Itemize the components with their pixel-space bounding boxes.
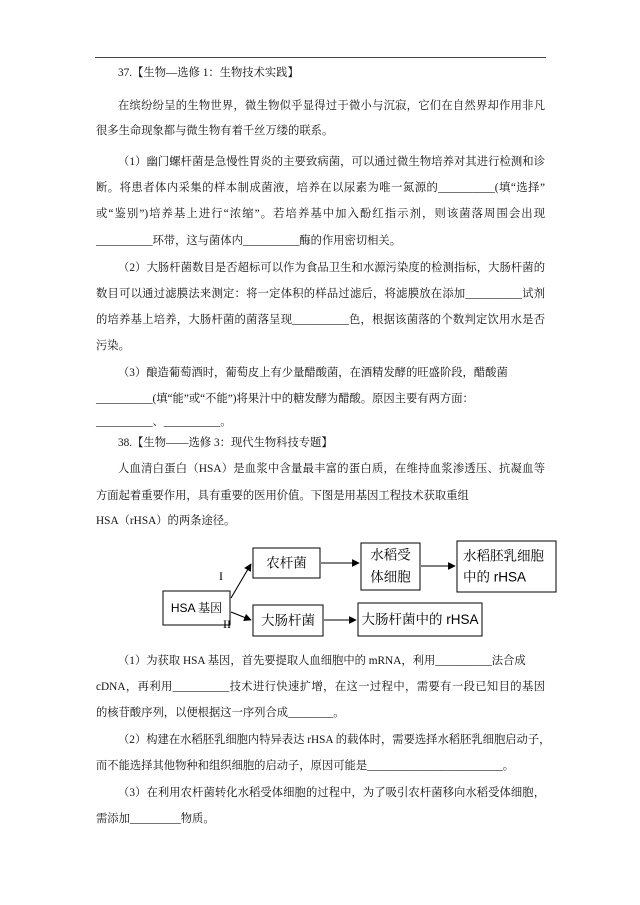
question-38-intro-line-2: 方面起着重要作用，具有重要的医用价值。下图是用基因工程技术获取重组 (96, 490, 469, 502)
question-37-part-2-line-4: 污染。 (96, 340, 130, 352)
route-1-arrow (231, 564, 251, 598)
ecoli-label: 大肠杆菌 (261, 613, 315, 628)
ecoli-rhsa-label: 大肠杆菌中的 rHSA (361, 612, 479, 627)
header-rule (95, 57, 546, 58)
rhsa-pathway-diagram (150, 530, 570, 650)
rice-endosperm-rhsa-box (457, 541, 556, 592)
question-37-part-1-line-3: 或“鉴别”)培养基上进行“浓缩”。若培养基中加入酚红指示剂，则该菌落周围会出现 (96, 208, 545, 220)
agrobacterium-label: 农杆菌 (266, 555, 307, 571)
question-37-heading: 37.【生物—选修 1：生物技术实践】 (118, 67, 299, 79)
route-2-arrow (231, 612, 251, 620)
question-37-part-2-line-1: （2）大肠杆菌数目是否超标可以作为食品卫生和水源污染度的检测指标，大肠杆菌的 (118, 262, 545, 274)
question-37-part-1-line-4: __________环带，这与菌体内__________酶的作用密切相关。 (96, 235, 402, 247)
question-38-intro-line-3: HSA（rHSA）的两条途径。 (96, 515, 236, 527)
rice-recipient-cell-label-line-2: 体细胞 (370, 569, 411, 585)
question-38-heading: 38.【生物——选修 3：现代生物科技专题】 (118, 437, 333, 449)
question-38-part-3-line-2: 需添加_________物质。 (96, 813, 215, 825)
hsa-gene-box (163, 591, 230, 625)
question-38-part-3-line-1: （3）在利用农杆菌转化水稻受体细胞的过程中，为了吸引农杆菌移向水稻受体细胞， (118, 787, 545, 799)
question-37-part-1-line-2: 断。将患者体内采集的样本制成菌液，培养在以尿素为唯一氮源的__________(填“选择” (96, 182, 545, 194)
route-1-label: I (219, 569, 223, 583)
question-37-intro-line-2: 很多生命现象都与微生物有着千丝万缕的联系。 (96, 125, 334, 137)
route-2-label: II (223, 617, 231, 631)
question-37-part-2-line-3: 的培养基上培养，大肠杆菌的菌落呈现__________色，根据该菌落的个数判定饮用水是否 (96, 314, 545, 326)
question-38-part-1-line-1: （1）为获取 HSA 基因，首先要提取人血细胞中的 mRNA，利用__________法合成 (118, 655, 526, 667)
question-38-part-1-line-3: 的核苷酸序列，以便根据这一序列合成________。 (96, 707, 345, 719)
question-37-part-3-line-3: __________、__________。 (96, 416, 232, 428)
question-37-intro-line-1: 在缤纷纷呈的生物世界，微生物似乎显得过于微小与沉寂，它们在自然界却作用非凡 (118, 100, 545, 112)
agrobacterium-box (253, 548, 320, 578)
ecoli-rhsa-box (358, 603, 482, 636)
question-38-part-2-line-2: 而不能选择其他物种和组织细胞的启动子，原因可能是________________________。 (96, 760, 514, 772)
question-37-part-2-line-2: 数目可以通过滤膜法来测定：将一定体积的样品过滤后，将滤膜放在添加__________试剂 (96, 288, 545, 300)
rice-endosperm-rhsa-label-line-2: 中的 rHSA (463, 569, 527, 585)
rice-endosperm-rhsa-label-line-1: 水稻胚乳细胞 (463, 548, 544, 564)
question-38-part-1-line-2: cDNA，再利用__________技术进行快速扩增，在这一过程中，需要有一段已知目的基因 (96, 681, 545, 693)
hsa-gene-label: HSA 基因 (170, 601, 223, 615)
question-38-intro-line-1: 人血清白蛋白（HSA）是血浆中含量最丰富的蛋白质，在维持血浆渗透压、抗凝血等 (118, 463, 545, 475)
question-37-part-1-line-1: （1）幽门螺杆菌是急慢性胃炎的主要致病菌，可以通过微生物培养对其进行检测和诊 (118, 156, 545, 168)
rice-recipient-cell-box (361, 543, 420, 590)
question-37-part-3-line-1: （3）酿造葡萄酒时，葡萄皮上有少量醋酸菌，在酒精发酵的旺盛阶段，醋酸菌 (118, 367, 508, 379)
ecoli-box (253, 605, 323, 636)
question-38-part-2-line-1: （2）构建在水稻胚乳细胞内特异表达 rHSA 的载体时，需要选择水稻胚乳细胞启动子， (118, 734, 551, 746)
question-37-part-3-line-2: __________(填“能”或“不能”)将果汁中的糖发酵为醋酸。原因主要有两方面： (96, 393, 474, 405)
rice-recipient-cell-label-line-1: 水稻受 (370, 547, 411, 563)
